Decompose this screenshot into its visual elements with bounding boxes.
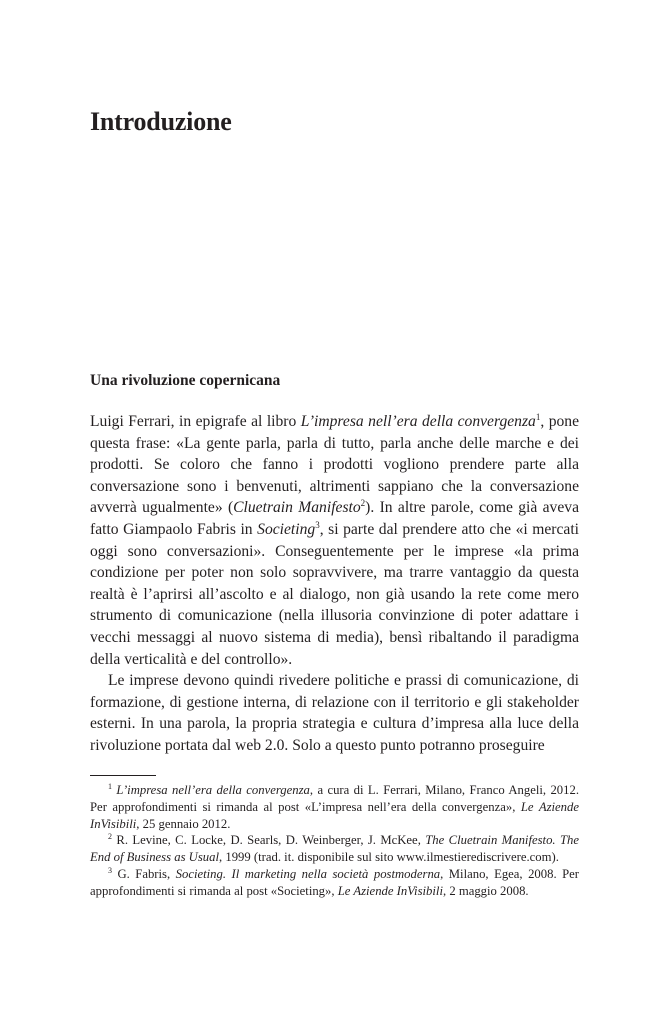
chapter-title: Introduzione	[90, 107, 232, 136]
footnote-3-title: Societing. Il marketing nella società postmoderna	[175, 866, 441, 881]
footnote-2-text-a: R. Levine, C. Locke, D. Searls, D. Weinberger, J. McKee,	[116, 833, 426, 848]
footnote-number: 3	[108, 865, 112, 875]
footnote-3-text-c: , 2 maggio 2008.	[442, 883, 529, 898]
paragraph-1-text-d: , si parte dal prendere atto che «i mercati oggi sono conversazioni». Conseguentemente per le imprese «la prima condizione per poter non solo sopravvivere, ma trarre vantaggio da questa realtà è l’aprirsi all’ascolto e al dialogo, non già usando la rete come mero strumento di comunicazione (nella illusoria convinzione di poter adattare i vecchi messaggi al nuovo sistema di media), bensì ribaltando il paradigma della verticalità e del controllo».	[90, 520, 579, 668]
footnote-ref-2: 2	[360, 498, 366, 509]
paragraph-1-text-b: , pone questa frase: «La gente parla, parla di tutto, parla anche delle marche e dei prodotti. Se coloro che fanno i prodotti vogliono prendere parte alla conversazione sono i benvenuti, altrimenti sappiano che la conversazione avverrà ugualmente» (	[90, 413, 580, 517]
paragraph-1	[90, 411, 579, 670]
footnote-3-blog-title: Le Aziende InVisibili	[337, 883, 443, 898]
footnote-1-title: L’impresa nell’era della convergenza	[116, 783, 310, 797]
footnote-3-text-b: , Milano, Egea, 2008. Per approfondimenti si rimanda al post «Societing»,	[90, 866, 579, 898]
book-title-impresa: L’impresa nell’era della convergenza	[300, 413, 536, 430]
paragraph-1-text-a: Luigi Ferrari, in epigrafe al libro	[90, 413, 301, 430]
footnote-number: 2	[108, 832, 112, 842]
footnote-2	[90, 832, 579, 866]
footnote-separator	[90, 775, 156, 776]
footnote-2-text-b: , 1999 (trad. it. disponibile sul sito www.ilmestierediscrivere.com).	[219, 850, 559, 865]
paragraph-1-text-c: ). In altre parole, come già aveva fatto Giampaolo Fabris in	[90, 499, 579, 538]
book-title-cluetrain: Cluetrain Manifesto	[233, 499, 361, 517]
book-title-societing: Societing	[257, 520, 316, 538]
body-text	[90, 411, 579, 757]
footnote-1-text-b: , 25 gennaio 2012.	[136, 816, 231, 831]
footnote-ref-1: 1	[535, 411, 541, 422]
footnote-number: 1	[108, 781, 112, 791]
footnote-3	[90, 866, 579, 900]
paragraph-2: Le imprese devono quindi rivedere politiche e prassi di comunicazione, di formazione, di gestione interna, di relazione con il territorio e gli stakeholder esterni. In una parola, la propria strategia e cultura d’impresa alla luce della rivoluzione portata dal web 2.0. Solo a questo punto potranno proseguire	[90, 672, 579, 754]
footnote-3-text-a: G. Fabris,	[117, 866, 176, 881]
footnote-1-blog-title: Le Aziende InVisibili	[90, 799, 579, 831]
section-heading: Una rivoluzione copernicana	[90, 372, 281, 389]
footnotes	[90, 782, 579, 900]
footnote-2-title: The Cluetrain Manifesto. The End of Business as Usual	[90, 833, 580, 865]
footnote-1-text-a: , a cura di L. Ferrari, Milano, Franco Angeli, 2012. Per approfondimenti si rimanda al post «L’impresa nell’era della convergenza»,	[90, 783, 579, 814]
footnote-1	[90, 782, 579, 832]
footnote-ref-3: 3	[315, 519, 320, 530]
